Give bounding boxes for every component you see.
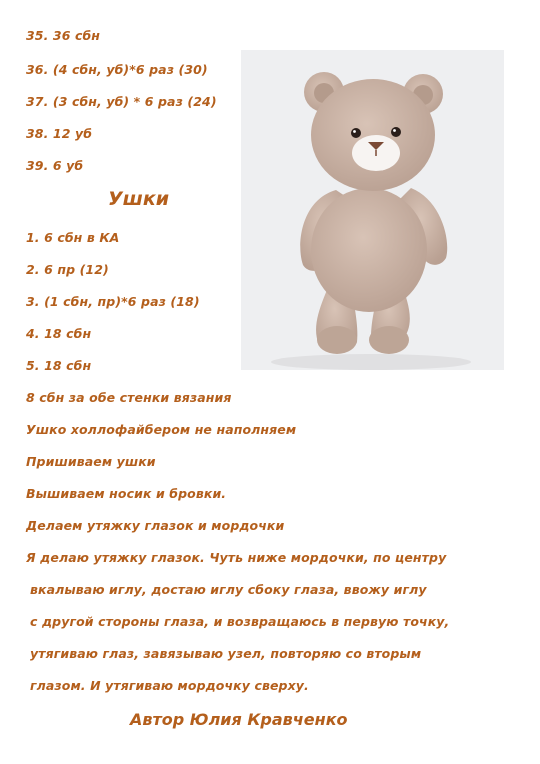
instruction-line: Пришиваем ушки [26,454,156,469]
instruction-line: Я делаю утяжку глазок. Чуть ниже мордочки, по центру [26,550,447,565]
bear-photo [241,50,504,370]
ear-round-5: 5. 18 сбн [26,358,92,373]
instruction-line: Ушко холлофайбером не наполняем [26,422,297,437]
ear-round-2: 2. 6 пр (12) [26,262,109,277]
ear-round-1: 1. 6 сбн в КА [26,230,120,245]
instruction-line: глазом. И утягиваю мордочку сверху. [30,678,309,693]
round-39: 39. 6 уб [26,158,84,173]
right-eye [391,127,401,137]
left-eye [351,128,361,138]
round-35: 35. 36 сбн [26,28,101,43]
instruction-line: вкалываю иглу, достаю иглу сбоку глаза, ввожу иглу [30,582,427,597]
instruction-line: Делаем утяжку глазок и мордочки [26,518,285,533]
ears-heading: Ушки [108,188,170,210]
author-credit: Автор Юлия Кравченко [130,710,348,729]
head [311,79,435,191]
body [311,188,427,312]
instruction-line: 8 сбн за обе стенки вязания [26,390,232,405]
instruction-line: утягиваю глаз, завязываю узел, повторяю со вторым [30,646,422,661]
teddy-bear-illustration [241,50,504,370]
round-37: 37. (3 сбн, уб) * 6 раз (24) [26,94,217,109]
instruction-line: Вышиваем носик и бровки. [26,486,227,501]
ear-round-4: 4. 18 сбн [26,326,92,341]
ear-round-3: 3. (1 сбн, пр)*6 раз (18) [26,294,200,309]
instruction-line: с другой стороны глаза, и возвращаюсь в первую точку, [30,614,450,629]
round-36: 36. (4 сбн, уб)*6 раз (30) [26,62,208,77]
round-38: 38. 12 уб [26,126,93,141]
